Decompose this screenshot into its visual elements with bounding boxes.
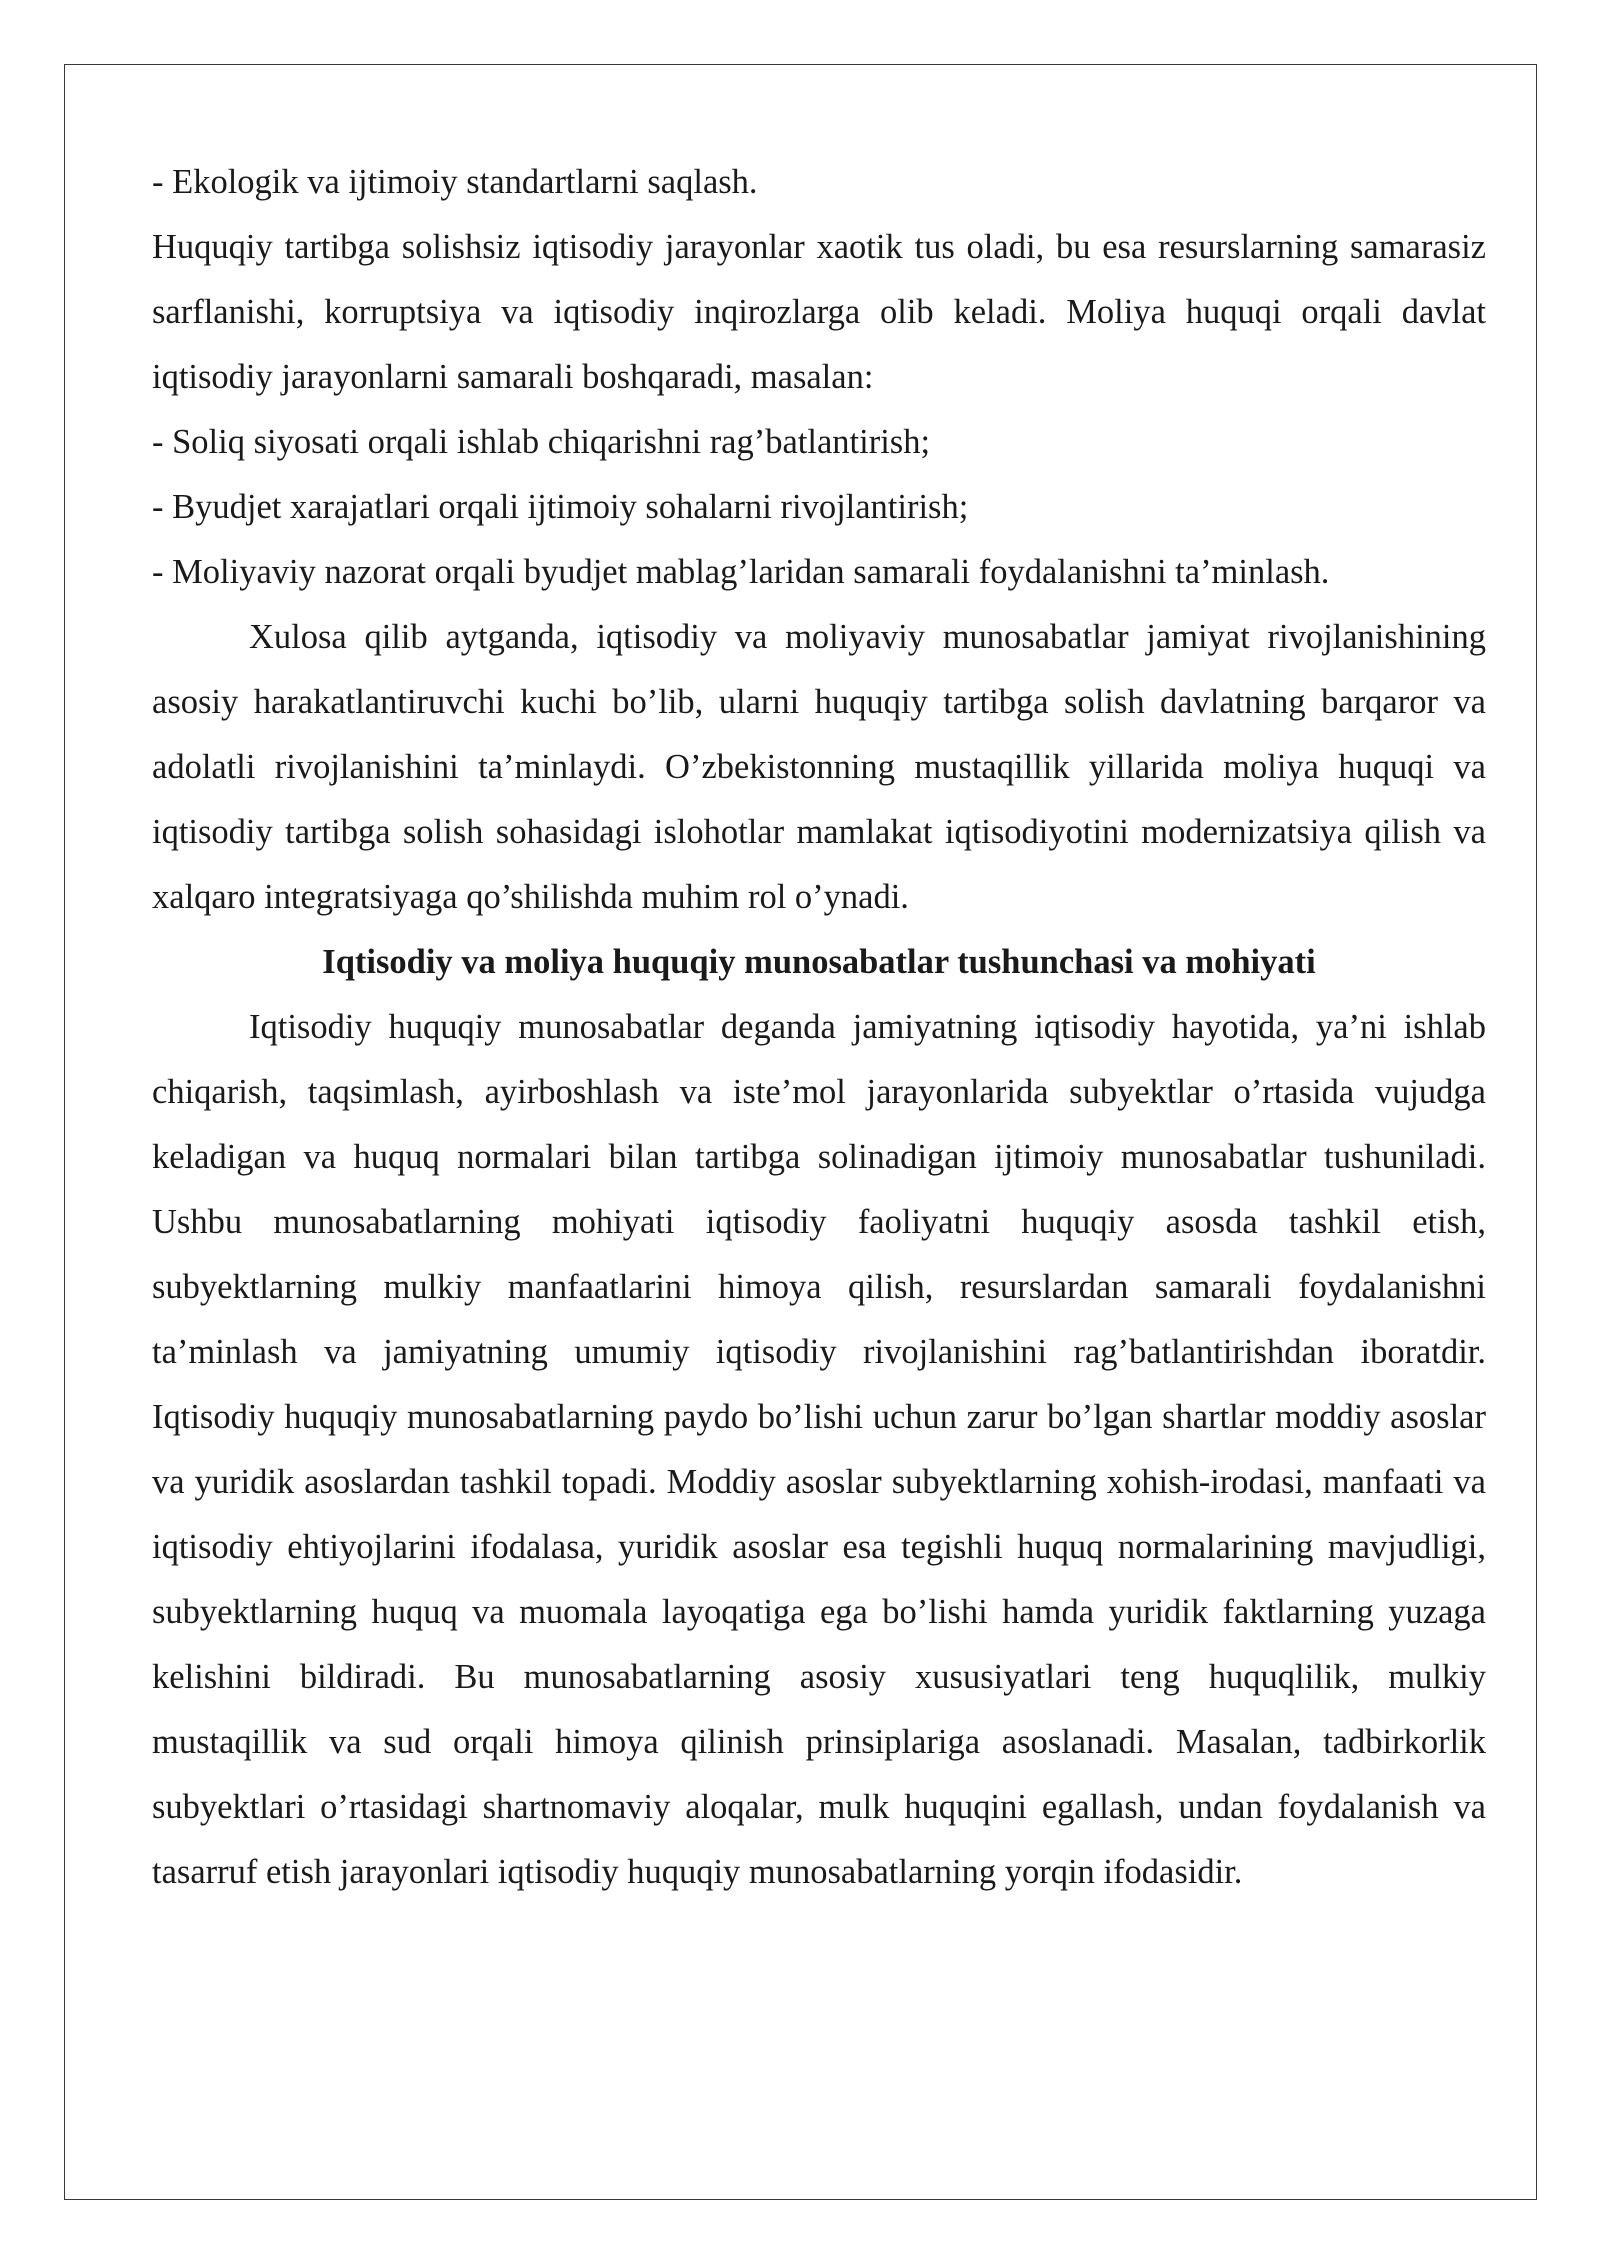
document-body bbox=[152, 150, 1486, 1905]
paragraph-legal-regulation: Huquqiy tartibga solishsiz iqtisodiy jarayonlar xaotik tus oladi, bu esa resurslarning samarasiz sarflanishi, korruptsiya va iqtisodiy inqirozlarga olib keladi. Moliya huquqi orqali davlat iqtisodiy jarayonlarni samarali boshqaradi, masalan: bbox=[152, 228, 1486, 396]
section-heading: Iqtisodiy va moliya huquqiy munosabatlar tushunchasi va mohiyati bbox=[322, 943, 1316, 981]
bullet-tax-policy: - Soliq siyosati orqali ishlab chiqarishni rag’batlantirish; bbox=[152, 423, 931, 461]
bullet-budget-expenses: - Byudjet xarajatlari orqali ijtimoiy sohalarni rivojlantirish; bbox=[152, 488, 969, 526]
paragraph-section-body: Iqtisodiy huquqiy munosabatlar deganda jamiyatning iqtisodiy hayotida, ya’ni ishlab chiqarish, taqsimlash, ayirboshlash va iste’mol jarayonlarida subyektlar o’rtasida vujudga keladigan va huquq normalari bilan tartibga solinadigan ijtimoiy munosabatlar tushuniladi. Ushbu munosabatlarning mohiyati iqtisodiy faoliyatni huquqiy asosda tashkil etish, subyektlarning mulkiy manfaatlarini himoya qilish, resurslardan samarali foydalanishni ta’minlash va jamiyatning umumiy iqtisodiy rivojlanishini rag’batlantirishdan iboratdir. Iqtisodiy huquqiy munosabatlarning paydo bo’lishi uchun zarur bo’lgan shartlar moddiy asoslar va yuridik asoslardan tashkil topadi. Moddiy asoslar subyektlarning xohish-irodasi, manfaati va iqtisodiy ehtiyojlarini ifodalasa, yuridik asoslar esa tegishli huquq normalarining mavjudligi, subyektlarning huquq va muomala layoqatiga ega bo’lishi hamda yuridik faktlarning yuzaga kelishini bildiradi. Bu munosabatlarning asosiy xususiyatlari teng huquqlilik, mulkiy mustaqillik va sud orqali himoya qilinish prinsiplariga asoslanadi. Masalan, tadbirkorlik subyektlari o’rtasidagi shartnomaviy aloqalar, mulk huquqini egallash, undan foydalanish va tasarruf etish jarayonlari iqtisodiy huquqiy munosabatlarning yorqin ifodasidir. bbox=[152, 1008, 1486, 1891]
paragraph-conclusion: Xulosa qilib aytganda, iqtisodiy va moliyaviy munosabatlar jamiyat rivojlanishining asosiy harakatlantiruvchi kuchi bo’lib, ularni huquqiy tartibga solish davlatning barqaror va adolatli rivojlanishini ta’minlaydi. O’zbekistonning mustaqillik yillarida moliya huquqi va iqtisodiy tartibga solish sohasidagi islohotlar mamlakat iqtisodiyotini modernizatsiya qilish va xalqaro integratsiyaga qo’shilishda muhim rol o’ynadi. bbox=[152, 618, 1486, 916]
bullet-ecological-standards: - Ekologik va ijtimoiy standartlarni saqlash. bbox=[152, 163, 758, 201]
bullet-financial-control: - Moliyaviy nazorat orqali byudjet mablag’laridan samarali foydalanishni ta’minlash. bbox=[152, 553, 1330, 591]
